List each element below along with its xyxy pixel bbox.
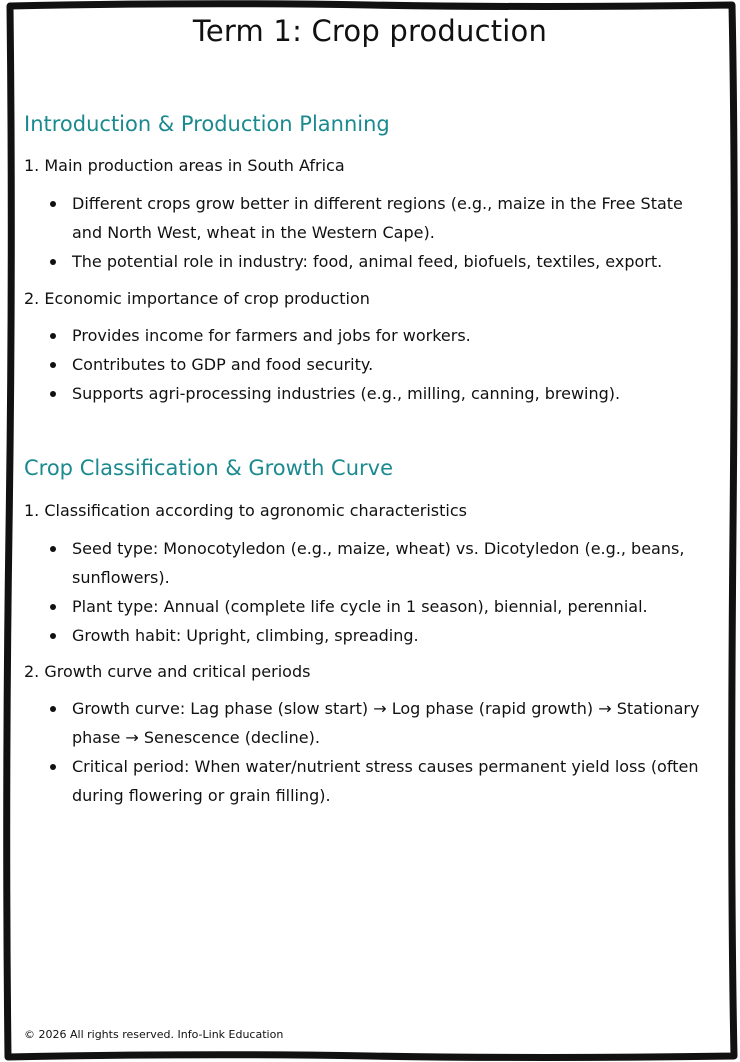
bullet-list-economic-importance [24, 321, 704, 408]
list-item-text: Seed type: Monocotyledon (e.g., maize, wheat) vs. Dicotyledon (e.g., beans, sunflowers). [72, 539, 685, 587]
list-item [24, 621, 704, 650]
bullet-list-classification [24, 534, 704, 650]
list-item-text: Provides income for farmers and jobs for workers. [72, 326, 471, 345]
bullet-list-growth-curve [24, 694, 704, 810]
bullet-icon [50, 333, 56, 339]
bullet-icon [50, 706, 56, 712]
page-title: Term 1: Crop production [192, 14, 548, 48]
subsection-heading-classification: 1. Classification according to agronomic characteristics [24, 501, 467, 520]
list-item [24, 534, 704, 592]
list-item [24, 694, 704, 752]
document-page [24, 0, 716, 1062]
list-item-text: Contributes to GDP and food security. [72, 355, 374, 374]
section-heading-introduction: Introduction & Production Planning [24, 112, 390, 136]
list-item-text: Growth curve: Lag phase (slow start) → Log phase (rapid growth) → Stationary phase → Senescence (decline). [72, 699, 700, 747]
bullet-icon [50, 391, 56, 397]
subsection-heading-growth-curve: 2. Growth curve and critical periods [24, 662, 311, 681]
list-item-text: Growth habit: Upright, climbing, spreading. [72, 626, 419, 645]
list-item [24, 350, 704, 379]
list-item [24, 321, 704, 350]
subsection-heading-production-areas: 1. Main production areas in South Africa [24, 156, 345, 175]
list-item [24, 752, 704, 810]
bullet-icon [50, 764, 56, 770]
list-item-text: Different crops grow better in different regions (e.g., maize in the Free State and North West, wheat in the Western Cape). [72, 194, 683, 242]
list-item [24, 189, 704, 247]
bullet-icon [50, 604, 56, 610]
list-item [24, 592, 704, 621]
bullet-list-production-areas [24, 189, 704, 276]
list-item [24, 379, 704, 408]
bullet-icon [50, 259, 56, 265]
section-heading-classification: Crop Classification & Growth Curve [24, 456, 394, 480]
list-item-text: The potential role in industry: food, animal feed, biofuels, textiles, export. [72, 252, 663, 271]
copyright-footer: © 2026 All rights reserved. Info-Link Education [24, 1028, 284, 1041]
subsection-heading-economic-importance: 2. Economic importance of crop production [24, 289, 370, 308]
bullet-icon [50, 546, 56, 552]
list-item [24, 247, 704, 276]
bullet-icon [50, 362, 56, 368]
bullet-icon [50, 201, 56, 207]
list-item-text: Plant type: Annual (complete life cycle in 1 season), biennial, perennial. [72, 597, 648, 616]
bullet-icon [50, 633, 56, 639]
list-item-text: Supports agri-processing industries (e.g., milling, canning, brewing). [72, 384, 621, 403]
list-item-text: Critical period: When water/nutrient stress causes permanent yield loss (often during flowering or grain filling). [72, 757, 699, 805]
